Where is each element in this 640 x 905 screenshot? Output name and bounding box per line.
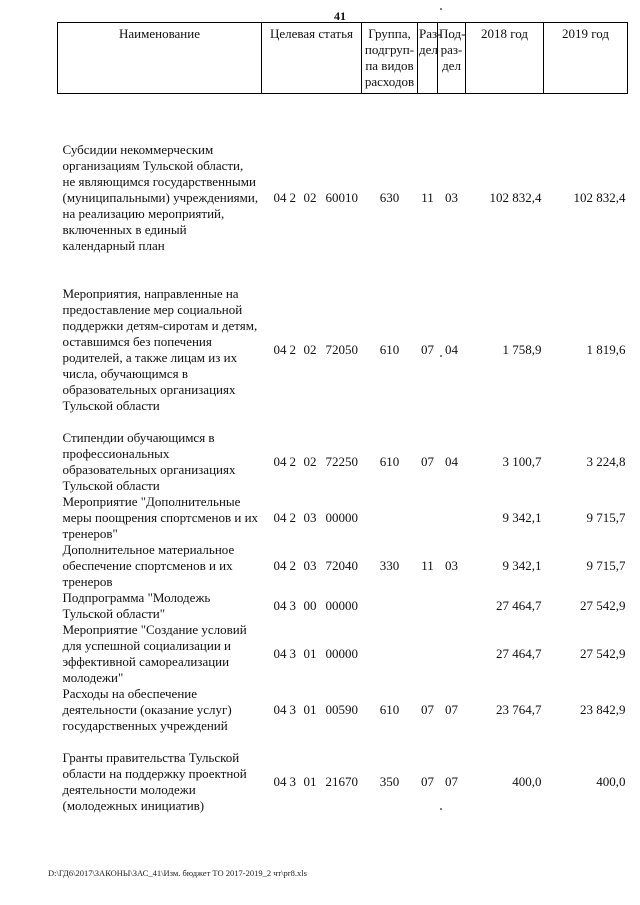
code-subprogram: 3 bbox=[289, 646, 296, 661]
row-value-2019: 102 832,4 bbox=[573, 190, 626, 205]
row-value-2018: 27 464,7 bbox=[496, 598, 542, 613]
spacer-row bbox=[58, 254, 628, 270]
budget-table bbox=[57, 22, 628, 862]
row-group bbox=[362, 590, 418, 622]
code-subprogram: 3 bbox=[289, 774, 296, 789]
row-section: 07 bbox=[421, 774, 434, 789]
header-2018: 2018 год bbox=[466, 23, 544, 94]
code-direction: 00590 bbox=[325, 702, 358, 717]
code-direction: 00000 bbox=[325, 598, 358, 613]
table-row bbox=[58, 286, 628, 414]
row-target-code bbox=[262, 286, 362, 414]
code-program: 04 bbox=[273, 190, 287, 205]
code-event: 01 bbox=[303, 646, 317, 661]
row-name: Стипендии обучающимся в профессиональных образовательных организациях Тульской области bbox=[62, 430, 236, 493]
header-group: Группа, подгруп-па видов расходов bbox=[362, 23, 418, 94]
code-event: 01 bbox=[303, 774, 317, 789]
row-subsection bbox=[438, 622, 466, 686]
page-number: 41 bbox=[334, 9, 346, 23]
row-target-code bbox=[262, 686, 362, 734]
row-value-2018: 9 342,1 bbox=[502, 558, 542, 573]
spacer-row bbox=[58, 830, 628, 846]
row-target-code bbox=[262, 622, 362, 686]
row-value-2019: 3 224,8 bbox=[586, 454, 626, 469]
row-section bbox=[418, 494, 438, 542]
code-direction: 00000 bbox=[325, 646, 358, 661]
row-target-code bbox=[262, 542, 362, 590]
table-body bbox=[58, 94, 628, 863]
row-subsection bbox=[438, 590, 466, 622]
row-value-2018: 3 100,7 bbox=[502, 454, 542, 469]
row-name: Расходы на обеспечение деятельности (оказание услуг) государственных учреждений bbox=[62, 686, 232, 733]
code-direction: 72040 bbox=[325, 558, 358, 573]
code-direction: 72250 bbox=[325, 454, 358, 469]
code-event: 02 bbox=[303, 342, 317, 357]
spacer-row bbox=[58, 126, 628, 142]
row-value-2019: 1 819,6 bbox=[586, 342, 626, 357]
spacer-row bbox=[58, 414, 628, 430]
code-event: 02 bbox=[303, 454, 317, 469]
row-value-2018: 9 342,1 bbox=[502, 510, 542, 525]
spacer-row bbox=[58, 846, 628, 862]
table-row bbox=[58, 686, 628, 734]
code-event: 02 bbox=[303, 190, 317, 205]
row-value-2018: 102 832,4 bbox=[489, 190, 542, 205]
row-value-2018: 27 464,7 bbox=[496, 646, 542, 661]
header-subsection: Под-раз-дел bbox=[438, 23, 466, 94]
code-direction: 00000 bbox=[325, 510, 358, 525]
table-header-row bbox=[58, 23, 628, 94]
code-event: 01 bbox=[303, 702, 317, 717]
row-value-2019: 27 542,9 bbox=[580, 646, 626, 661]
row-value-2019: 9 715,7 bbox=[586, 558, 626, 573]
code-subprogram: 3 bbox=[289, 598, 296, 613]
code-event: 03 bbox=[303, 558, 317, 573]
code-subprogram: 2 bbox=[289, 454, 296, 469]
row-subsection: 04 bbox=[445, 342, 458, 357]
row-section: 07 bbox=[421, 702, 434, 717]
table-row bbox=[58, 590, 628, 622]
row-name: Подпрограмма "Молодежь Тульской области" bbox=[62, 590, 211, 621]
spacer-row bbox=[58, 110, 628, 126]
row-section: 07 bbox=[421, 454, 434, 469]
row-target-code bbox=[262, 430, 362, 494]
code-program: 04 bbox=[273, 646, 287, 661]
row-value-2018: 23 764,7 bbox=[496, 702, 542, 717]
row-subsection: 07 bbox=[445, 702, 458, 717]
row-value-2019: 27 542,9 bbox=[580, 598, 626, 613]
row-section: 11 bbox=[421, 190, 434, 205]
spacer-row bbox=[58, 270, 628, 286]
scan-dot bbox=[440, 355, 442, 357]
row-subsection: 07 bbox=[445, 774, 458, 789]
row-group: 610 bbox=[379, 702, 400, 717]
row-target-code bbox=[262, 750, 362, 814]
row-group bbox=[362, 622, 418, 686]
row-name: Гранты правительства Тульской области на поддержку проектной деятельности молодежи (молодежных инициатив) bbox=[62, 750, 247, 813]
code-subprogram: 2 bbox=[289, 558, 296, 573]
code-subprogram: 3 bbox=[289, 702, 296, 717]
spacer-row bbox=[58, 734, 628, 750]
row-group: 350 bbox=[379, 774, 400, 789]
row-section bbox=[418, 590, 438, 622]
code-program: 04 bbox=[273, 598, 287, 613]
scan-dot bbox=[440, 8, 442, 10]
scan-dot bbox=[440, 808, 442, 810]
row-subsection: 03 bbox=[445, 190, 458, 205]
row-value-2019: 9 715,7 bbox=[586, 510, 626, 525]
row-value-2019: 400,0 bbox=[596, 774, 626, 789]
code-subprogram: 2 bbox=[289, 510, 296, 525]
row-value-2019: 23 842,9 bbox=[580, 702, 626, 717]
row-section: 11 bbox=[421, 558, 434, 573]
row-target-code bbox=[262, 142, 362, 254]
table-row bbox=[58, 750, 628, 814]
row-name: Мероприятие "Дополнительные меры поощрения спортсменов и их тренеров" bbox=[62, 494, 259, 541]
code-event: 00 bbox=[303, 598, 317, 613]
table-row bbox=[58, 430, 628, 494]
row-value-2018: 1 758,9 bbox=[502, 342, 542, 357]
row-name: Дополнительное материальное обеспечение спортсменов и их тренеров bbox=[62, 542, 235, 589]
table-row bbox=[58, 494, 628, 542]
row-group: 610 bbox=[379, 342, 400, 357]
row-name: Мероприятия, направленные на предоставление мер социальной поддержки детям-сиротам и детям, оставшимся без попечения родителей, а также лицам из их числа, обучающимся в образовательных организациях Тульской области bbox=[62, 286, 258, 413]
header-target: Целевая статья bbox=[262, 23, 362, 94]
header-section: Раз-дел bbox=[418, 23, 438, 94]
row-section bbox=[418, 622, 438, 686]
code-event: 03 bbox=[303, 510, 317, 525]
row-group: 630 bbox=[379, 190, 400, 205]
table-row bbox=[58, 142, 628, 254]
row-group: 330 bbox=[379, 558, 400, 573]
row-group: 610 bbox=[379, 454, 400, 469]
code-subprogram: 2 bbox=[289, 342, 296, 357]
header-name: Наименование bbox=[58, 23, 262, 94]
row-subsection bbox=[438, 494, 466, 542]
row-target-code bbox=[262, 494, 362, 542]
row-section: 07 bbox=[421, 342, 434, 357]
row-name: Мероприятие "Создание условий для успешной социализации и эффективной самореализации молодежи" bbox=[62, 622, 247, 685]
code-direction: 60010 bbox=[325, 190, 358, 205]
header-2019: 2019 год bbox=[544, 23, 628, 94]
code-program: 04 bbox=[273, 702, 287, 717]
code-direction: 72050 bbox=[325, 342, 358, 357]
row-value-2018: 400,0 bbox=[512, 774, 542, 789]
code-program: 04 bbox=[273, 342, 287, 357]
row-subsection: 04 bbox=[445, 454, 458, 469]
code-program: 04 bbox=[273, 510, 287, 525]
spacer-row bbox=[58, 814, 628, 830]
row-subsection: 03 bbox=[445, 558, 458, 573]
code-program: 04 bbox=[273, 558, 287, 573]
table-row bbox=[58, 622, 628, 686]
code-direction: 21670 bbox=[325, 774, 358, 789]
row-target-code bbox=[262, 590, 362, 622]
footer-file-path: D:\ГД6\2017\ЗАКОНЫ\ЗАС_41\Изм. бюджет ТО 2017-2019_2 чт\pr8.xls bbox=[48, 868, 307, 878]
spacer-row bbox=[58, 94, 628, 111]
row-name: Субсидии некоммерческим организациям Тульской области, не являющимся государственными (муниципальными) учреждениями, на реализацию мероприятий, включенных в единый календарный план bbox=[62, 142, 259, 253]
code-program: 04 bbox=[273, 454, 287, 469]
code-subprogram: 2 bbox=[289, 190, 296, 205]
code-program: 04 bbox=[273, 774, 287, 789]
table-row bbox=[58, 542, 628, 590]
row-group bbox=[362, 494, 418, 542]
